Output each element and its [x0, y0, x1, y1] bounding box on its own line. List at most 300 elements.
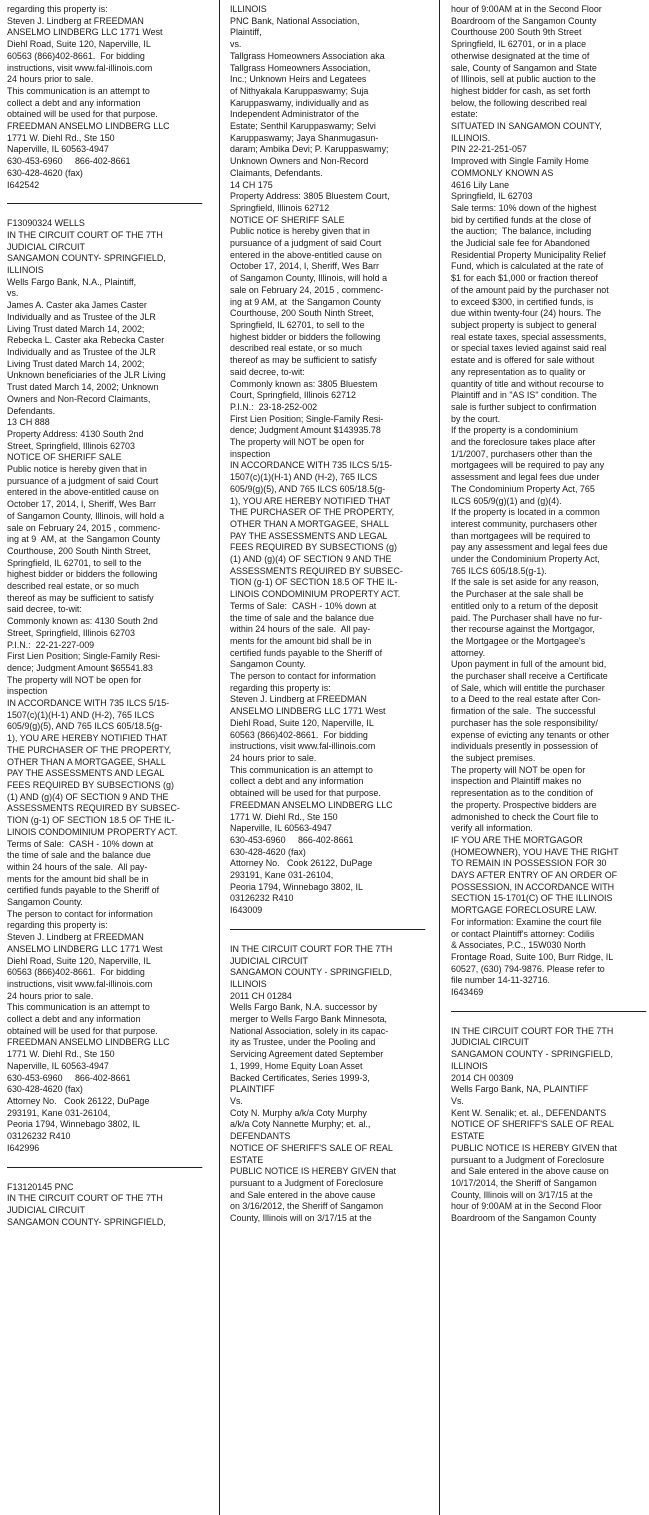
notice-line: Residential Property Municipality Relief — [451, 249, 606, 261]
notice-line: IN THE CIRCUIT COURT FOR THE 7TH — [230, 943, 393, 955]
notice-line: PAY THE ASSESSMENTS AND LEGAL — [230, 530, 388, 542]
notice-line: James A. Caster aka James Caster — [7, 300, 147, 312]
notice-line: pursuance of a judgment of said Court — [230, 238, 382, 250]
notice-line: the Mortgagee or the Mortgagee's — [451, 635, 586, 647]
notice-line: The Condominium Property Act, 765 — [451, 483, 595, 495]
notice-line: Rebecka L. Caster aka Rebecka Caster — [7, 335, 165, 347]
notice-line: the subject premises. — [451, 753, 536, 764]
notice-line: ther recourse against the Mortgagor, — [451, 624, 595, 636]
notice-line: or contact Plaintiff's attorney: Codilis — [451, 928, 595, 940]
notice-line: OTHER THAN A MORTGAGEE, SHALL — [7, 756, 166, 768]
legal-notice — [7, 4, 213, 191]
notice-line: daram; Ambika Devi; P. Karuppaswamy; — [230, 144, 389, 156]
legal-notice — [7, 218, 213, 1154]
notice-line: and the foreclosure takes place after — [451, 437, 596, 449]
notice-line: 2014 CH 00309 — [451, 1072, 514, 1084]
notice-line: ASSESSMENTS REQUIRED BY SUBSEC- — [230, 565, 403, 577]
notice-line: County, Illinois will on 3/17/15 at the — [230, 1213, 372, 1225]
notice-line: Peoria 1794, Winnebago 3802, IL — [230, 881, 363, 893]
notice-line: F13090324 WELLS — [7, 218, 85, 230]
notice-line: The person to contact for information — [230, 671, 376, 683]
notice-line: Steven J. Lindberg at FREEDMAN — [7, 15, 144, 27]
notice-line: Living Trust dated March 14, 2002; — [7, 358, 145, 370]
notice-line: ity as Trustee, under the Pooling and — [230, 1037, 376, 1049]
notice-line: Wells Fargo Bank, NA, PLAINTIFF — [451, 1084, 589, 1096]
notice-line: ESTATE — [451, 1131, 485, 1143]
notice-line: and Sale entered in the above cause — [230, 1189, 376, 1201]
notice-line: 24 hours prior to sale. — [7, 74, 94, 86]
notice-line: any representation as to quality or — [451, 366, 586, 378]
notice-line: hour of 9:00AM at in the Second Floor — [451, 1201, 602, 1213]
notice-line: Improved with Single Family Home — [451, 156, 589, 168]
notice-line: The property will NOT be open for — [451, 764, 586, 776]
notice-line: or special taxes levied against said real — [451, 343, 607, 355]
notice-line: NOTICE OF SHERIFF'S SALE OF REAL — [230, 1142, 393, 1154]
notice-line: This communication is an attempt to — [230, 764, 373, 776]
notice-line: representation as to the condition of — [451, 788, 593, 800]
notice-line: interest community, purchasers other — [451, 518, 598, 530]
notice-line: within 24 hours of the sale. All pay- — [7, 861, 148, 873]
notice-line: individuals presently in possession of — [451, 741, 598, 753]
notice-line: (1) AND (g)(4) OF SECTION 9 AND THE — [230, 554, 392, 566]
notice-line: Naperville, IL 60563-4947 — [7, 144, 109, 156]
notice-line: 1771 W. Diehl Rd., Ste 150 — [7, 1049, 115, 1061]
notice-line: of the amount paid by the purchaser not — [451, 284, 609, 296]
notice-line: 03126232 R410 — [7, 1131, 71, 1143]
notice-line: IN ACCORDANCE WITH 735 ILCS 5/15- — [7, 698, 170, 710]
notice-line: ILLINOIS — [230, 4, 267, 15]
notice-line: below, the following described real — [451, 97, 587, 109]
notice-line: The person to contact for information — [7, 908, 153, 920]
notice-line: subject property is subject to general — [451, 319, 597, 331]
notice-line: Trust dated March 14, 2002; Unknown — [7, 382, 159, 394]
notice-line: sale is further subject to confirmation — [451, 401, 597, 413]
notice-line: expense of evicting any tenants or other — [451, 729, 610, 741]
notice-line: instructions, visit www.fal-illinois.com — [7, 978, 153, 990]
notice-line: highest bidder for cash, as set forth — [451, 85, 591, 97]
notice-line: 24 hours prior to sale. — [7, 990, 94, 1002]
notice-line: Plaintiff, — [230, 27, 262, 39]
notice-line: hour of 9:00AM at in the Second Floor — [451, 4, 602, 15]
notice-line: ANSELMO LINDBERG LLC 1771 West — [230, 706, 386, 718]
legal-notice — [451, 4, 649, 999]
notice-line: the Purchaser at the sale shall be — [451, 589, 584, 601]
notice-line: Plaintiff and in "AS IS" condition. The — [451, 390, 597, 402]
legal-notice — [7, 1182, 213, 1229]
notice-line: pursuant to a Judgment of Foreclosure — [230, 1177, 384, 1189]
notice-line: ANSELMO LINDBERG LLC 1771 West — [7, 943, 163, 955]
notice-line: entered in the above-entitled cause on — [7, 487, 159, 499]
notice-line: 630-453-6960 866-402-8661 — [7, 156, 131, 168]
notice-line: due within twenty-four (24) hours. The — [451, 308, 602, 320]
notice-line: PIN 22-21-251-057 — [451, 144, 527, 156]
notice-line: F13120145 PNC — [7, 1181, 74, 1193]
notice-line: Steven J. Lindberg at FREEDMAN — [7, 932, 144, 944]
notice-line: 60563 (866)402-8661. For bidding — [7, 50, 145, 62]
notice-line: Property Address: 3805 Bluestem Court, — [230, 191, 390, 203]
notice-line: IF YOU ARE THE MORTGAGOR — [451, 834, 583, 846]
notice-line: of Nithyakala Karuppaswamy; Suja — [230, 85, 369, 97]
notice-line: estate: — [451, 109, 478, 121]
notice-line: P.I.N.: 22-21-227-009 — [7, 639, 95, 651]
notice-line: & Associates, P.C., 15W030 North — [451, 940, 586, 952]
notice-line: 293191, Kane 031-26104, — [7, 1107, 111, 1119]
notice-line: This communication is an attempt to — [7, 1002, 150, 1014]
notice-line: Individually and as Trustee of the JLR — [7, 311, 156, 323]
notice-separator — [7, 203, 202, 204]
notice-line: Inc.; Unknown Heirs and Legatees — [230, 74, 367, 86]
notice-line: bid by certified funds at the close of — [451, 214, 591, 226]
notice-line: the time of sale and the balance due — [7, 850, 151, 862]
notice-line: PLAINTIFF — [230, 1084, 275, 1096]
notice-line: instructions, visit www.fal-illinois.com — [7, 62, 153, 74]
notice-line: 2011 CH 01284 — [230, 990, 292, 1002]
notice-line: Tallgrass Homeowners Association, — [230, 62, 371, 74]
notice-line: merger to Wells Fargo Bank Minnesota, — [230, 1014, 388, 1026]
notice-line: the purchaser shall receive a Certificate — [451, 671, 608, 683]
notice-line: COMMONLY KNOWN AS — [451, 167, 554, 179]
notice-line: Property Address: 4130 South 2nd — [7, 428, 144, 440]
notice-line: dence; Judgment Amount $143935.78 — [230, 425, 381, 437]
notice-line: than mortgagees will be required to — [451, 530, 591, 542]
notice-line: FEES REQUIRED BY SUBSECTIONS (g) — [7, 780, 174, 791]
notice-line: National Association, solely in its capac- — [230, 1025, 389, 1037]
notice-line: MORTGAGE FORECLOSURE LAW. — [451, 905, 597, 917]
notice-line: PNC Bank, National Association, — [230, 15, 360, 27]
notice-line: NOTICE OF SHERIFF'S SALE OF REAL — [451, 1119, 614, 1131]
notice-line: Steven J. Lindberg at FREEDMAN — [230, 694, 367, 706]
notice-separator — [451, 1011, 646, 1012]
notice-line: October 17, 2014, I, Sheriff, Wes Barr — [7, 499, 156, 511]
notice-line: regarding this property is: — [7, 920, 108, 932]
notice-line: The property will NOT be open for — [230, 437, 365, 449]
notice-line: Vs. — [451, 1095, 464, 1107]
notice-line: SITUATED IN SANGAMON COUNTY, — [451, 121, 602, 133]
notice-line: Kent W. Senalik; et. al., DEFENDANTS — [451, 1107, 607, 1119]
notice-line: For information: Examine the court file — [451, 916, 602, 928]
notice-line: Springfield, IL 62701, to sell to the — [7, 557, 142, 569]
notice-line: (1) AND (g)(4) OF SECTION 9 AND THE — [7, 791, 169, 803]
notice-line: Diehl Road, Suite 120, Naperville, IL — [7, 39, 151, 51]
notice-line: I643009 — [230, 905, 263, 917]
notice-line: P.I.N.: 23-18-252-002 — [230, 401, 318, 413]
notice-line: 24 hours prior to sale. — [230, 753, 317, 764]
notice-line: ILLINOIS — [7, 265, 44, 277]
notice-line: If the sale is set aside for any reason, — [451, 577, 599, 589]
notice-line: Diehl Road, Suite 120, Naperville, IL — [230, 717, 374, 729]
notice-line: First Lien Position; Single-Family Resi- — [7, 651, 161, 663]
notice-line: IN ACCORDANCE WITH 735 ILCS 5/15- — [230, 460, 393, 472]
notice-line: ILLINOIS — [230, 978, 267, 990]
legal-notice — [230, 944, 436, 1225]
notice-line: mortgagees will be required to pay any — [451, 460, 605, 472]
notice-line: Living Trust dated March 14, 2002; — [7, 323, 145, 335]
notice-line: Street, Springfield, Illinois 62703 — [7, 440, 135, 452]
notice-line: IN THE CIRCUIT COURT OF THE 7TH — [7, 229, 163, 241]
column-divider — [439, 0, 440, 1515]
notice-line: obtained will be used for that purpose. — [7, 109, 158, 121]
notice-line: Sale terms: 10% down of the highest — [451, 202, 597, 214]
notice-line: ments for the amount bid shall be in — [7, 873, 149, 885]
notice-line: and Sale entered in the above cause on — [451, 1166, 609, 1178]
notice-line: ANSELMO LINDBERG LLC 1771 West — [7, 27, 163, 39]
notice-line: sale, County of Sangamon and State — [451, 62, 597, 74]
notice-line: under the Condominium Property Act, — [451, 554, 600, 566]
notice-line: (HOMEOWNER), YOU HAVE THE RIGHT — [451, 846, 619, 858]
notice-line: pay any assessment and legal fees due — [451, 542, 608, 554]
notice-line: on 3/16/2012, the Sheriff of Sangamon — [230, 1201, 384, 1213]
notice-line: ESTATE — [230, 1154, 264, 1166]
notice-line: certified funds payable to the Sheriff of — [230, 647, 383, 659]
notice-line: OTHER THAN A MORTGAGEE, SHALL — [230, 518, 389, 530]
notice-line: 1, 1999, Home Equity Loan Asset — [230, 1060, 363, 1072]
notice-line: Sangamon County. — [230, 659, 306, 671]
notice-line: Karuppaswamy; Jaya Shanmugasun- — [230, 132, 379, 144]
notice-line: IN THE CIRCUIT COURT FOR THE 7TH — [451, 1025, 614, 1037]
notice-line: inspection — [230, 448, 271, 460]
notice-line: SANGAMON COUNTY - SPRINGFIELD, — [230, 967, 392, 979]
notice-line: pursuance of a judgment of said Court — [7, 475, 159, 487]
notice-line: 1771 W. Diehl Rd., Ste 150 — [7, 132, 115, 144]
notice-line: Boardroom of the Sangamon County — [451, 15, 597, 27]
notice-line: JUDICIAL CIRCUIT — [7, 241, 86, 253]
notice-line: 60563 (866)402-8661. For bidding — [7, 967, 145, 979]
notice-line: ing at 9 AM, at the Sangamon County — [230, 296, 381, 308]
notice-line: thereof as may be sufficient to satisfy — [7, 592, 154, 604]
notice-line: collect a debt and any information — [7, 1014, 141, 1026]
notice-line: 60563 (866)402-8661. For bidding — [230, 729, 368, 741]
notice-line: Estate; Senthil Karuppaswamy; Selvi — [230, 121, 376, 133]
notice-line: said decree, to-wit: — [7, 604, 82, 616]
notice-line: PUBLIC NOTICE IS HEREBY GIVEN that — [451, 1142, 617, 1154]
notice-line: vs. — [7, 288, 19, 300]
notice-line: 630-428-4620 (fax) — [7, 167, 83, 179]
notice-separator — [230, 929, 425, 930]
notice-line: of Sangamon County, Illinois, will hold a — [7, 510, 165, 522]
notice-line: SANGAMON COUNTY- SPRINGFIELD, — [7, 1216, 166, 1228]
notice-line: Boardroom of the Sangamon County — [451, 1213, 597, 1225]
notice-line: Backed Certificates, Series 1999-3, — [230, 1072, 370, 1084]
notice-line: THE PURCHASER OF THE PROPERTY, — [230, 507, 395, 519]
column-2 — [230, 4, 436, 1225]
notice-line: 630-453-6960 866-402-8661 — [230, 834, 354, 846]
notice-line: Fund, which is calculated at the rate of — [451, 261, 604, 273]
notice-line: Courthouse, 200 South Ninth Street, — [230, 308, 374, 320]
notice-line: IN THE CIRCUIT COURT OF THE 7TH — [7, 1193, 163, 1205]
notice-line: Tallgrass Homeowners Association aka — [230, 50, 385, 62]
notice-line: within 24 hours of the sale. All pay- — [230, 624, 371, 636]
notice-line: If the property is a condominium — [451, 425, 578, 437]
notice-line: file number 14-11-32716. — [451, 975, 551, 987]
notice-line: 605/9(g)(5), AND 765 ILCS 605/18.5(g- — [230, 483, 386, 495]
notice-line: firmation of the sale. The successful — [451, 706, 596, 718]
notice-separator — [7, 1167, 202, 1168]
notice-line: 765 ILCS 605/18.5(g-1). — [451, 565, 547, 577]
notice-line: collect a debt and any information — [7, 97, 141, 109]
notice-line: TION (g-1) OF SECTION 18.5 OF THE IL- — [230, 577, 398, 589]
notice-line: highest bidder or bidders the following — [7, 569, 158, 581]
notice-line: real estate taxes, special assessments, — [451, 331, 607, 343]
notice-line: Vs. — [230, 1095, 243, 1107]
notice-line: the Judicial sale fee for Abandoned — [451, 238, 590, 250]
notice-line: 1/1/2007, purchasers other than the — [451, 448, 593, 460]
notice-line: Servicing Agreement dated September — [230, 1049, 384, 1061]
notice-line: Frontage Road, Suite 100, Burr Ridge, IL — [451, 951, 614, 963]
notice-line: 1771 W. Diehl Rd., Ste 150 — [230, 811, 338, 823]
notice-line: Unknown Owners and Non-Record — [230, 156, 369, 168]
notice-line: inspection — [7, 686, 48, 698]
notice-line: Street, Springfield, Illinois 62703 — [7, 627, 135, 639]
notice-line: dence; Judgment Amount $65541.83 — [7, 662, 153, 674]
notice-line: instructions, visit www.fal-illinois.com — [230, 741, 376, 753]
legal-notice — [230, 4, 436, 917]
notice-line: Springfield, IL 62701, to sell to the — [230, 319, 365, 331]
notice-line: ILLINOIS. — [451, 132, 491, 144]
notice-line: 293191, Kane 031-26104, — [230, 870, 334, 882]
notice-line: to exceed $300, in certified funds, is — [451, 296, 594, 308]
notice-line: October 17, 2014, I, Sheriff, Wes Barr — [230, 261, 379, 273]
notice-line: ASSESSMENTS REQUIRED BY SUBSEC- — [7, 803, 180, 815]
notice-line: TO REMAIN IN POSSESSION FOR 30 — [451, 858, 607, 870]
notice-line: 13 CH 888 — [7, 417, 50, 429]
notice-line: Karuppaswamy, individually and as — [230, 97, 369, 109]
notice-line: Terms of Sale: CASH - 10% down at — [230, 600, 377, 612]
notice-line: Individually and as Trustee of the JLR — [7, 346, 156, 358]
notice-line: sale on February 24, 2015 , commenc- — [7, 522, 161, 534]
notice-line: otherwise designated at the time of — [451, 50, 590, 62]
notice-line: 605/9(g)(5), AND 765 ILCS 605/18.5(g- — [7, 721, 163, 733]
column-3 — [451, 4, 649, 1225]
notice-line: Terms of Sale: CASH - 10% down at — [7, 838, 154, 850]
column-divider — [219, 0, 220, 1515]
column-1 — [7, 4, 213, 1228]
notice-line: estate and is offered for sale without — [451, 355, 595, 367]
notice-line: Springfield, Illinois 62712 — [230, 202, 330, 214]
notice-line: thereof as may be sufficient to satisfy — [230, 355, 377, 367]
notice-line: Unknown beneficiaries of the JLR Living — [7, 370, 166, 382]
notice-line: admonished to check the Court file to — [451, 811, 599, 823]
notice-line: Wells Fargo Bank, N.A. successor by — [230, 1002, 378, 1014]
notice-line: by the court. — [451, 413, 501, 425]
notice-line: JUDICIAL CIRCUIT — [7, 1204, 86, 1216]
notice-line: regarding this property is: — [7, 4, 108, 15]
notice-line: Naperville, IL 60563-4947 — [230, 823, 332, 835]
notice-line: This communication is an attempt to — [7, 85, 150, 97]
notice-line: Wells Fargo Bank, N.A., Plaintiff, — [7, 276, 137, 288]
notice-line: Public notice is hereby given that in — [230, 226, 370, 238]
notice-line: regarding this property is: — [230, 682, 331, 694]
notice-line: Sangamon County. — [7, 897, 83, 909]
notice-line: POSSESSION, IN ACCORDANCE WITH — [451, 881, 615, 893]
notice-line: $1 for each $1,000 or fraction thereof — [451, 273, 598, 285]
notice-line: JUDICIAL CIRCUIT — [451, 1037, 530, 1049]
notice-line: attorney. — [451, 647, 486, 659]
notice-line: described real estate, or so much — [230, 343, 362, 355]
notice-line: 03126232 R410 — [230, 893, 294, 905]
notice-line: obtained will be used for that purpose. — [7, 1025, 158, 1037]
notice-line: Independent Administrator of the — [230, 109, 359, 121]
notice-line: the property. Prospective bidders are — [451, 799, 597, 811]
notice-line: 1), YOU ARE HEREBY NOTIFIED THAT — [7, 733, 168, 745]
notice-line: the auction; The balance, including — [451, 226, 592, 238]
notice-line: Attorney No. Cook 26122, DuPage — [230, 858, 373, 870]
notice-line: of Sale, which will entitle the purchaser — [451, 682, 605, 694]
notice-line: Courthouse 200 South 9th Street — [451, 27, 582, 39]
notice-line: PAY THE ASSESSMENTS AND LEGAL — [7, 768, 165, 780]
notice-line: said decree, to-wit: — [230, 366, 305, 378]
notice-line: LINOIS CONDOMINIUM PROPERTY ACT. — [230, 589, 401, 601]
notice-line: the time of sale and the balance due — [230, 612, 374, 624]
notice-line: Springfield, IL 62701, or in a place — [451, 39, 587, 51]
notice-line: FREEDMAN ANSELMO LINDBERG LLC — [7, 121, 170, 133]
notice-line: I643469 — [451, 987, 484, 999]
notice-line: Public notice is hereby given that in — [7, 464, 147, 476]
notice-line: 630-428-4620 (fax) — [230, 846, 306, 858]
notice-line: collect a debt and any information — [230, 776, 364, 788]
notice-line: 4616 Lily Lane — [451, 179, 510, 191]
notice-line: PUBLIC NOTICE IS HEREBY GIVEN that — [230, 1166, 396, 1178]
notice-line: Diehl Road, Suite 120, Naperville, IL — [7, 955, 151, 967]
notice-line: Naperville, IL 60563-4947 — [7, 1060, 109, 1072]
notice-line: described real estate, or so much — [7, 581, 139, 593]
notice-line: NOTICE OF SHERIFF SALE — [7, 452, 122, 464]
notice-line: Owners and Non-Record Claimants, — [7, 393, 151, 405]
notice-line: verify all information. — [451, 823, 533, 835]
notice-line: If the property is located in a common — [451, 507, 600, 519]
notice-line: I642996 — [7, 1142, 40, 1154]
notice-line: 1507(c)(1)(H-1) AND (H-2), 765 ILCS — [230, 472, 378, 484]
notice-line: 60527, (630) 794-9876. Please refer to — [451, 963, 605, 975]
notice-line: Coty N. Murphy a/k/a Coty Murphy — [230, 1107, 367, 1119]
notice-line: NOTICE OF SHERIFF SALE — [230, 214, 345, 226]
notice-line: Commonly known as: 4130 South 2nd — [7, 616, 158, 628]
notice-line: a/k/a Coty Nannette Murphy; et. al., — [230, 1119, 371, 1131]
notice-line: of Illinois, sell at public auction to the — [451, 74, 596, 86]
notice-line: I642542 — [7, 179, 40, 191]
notice-line: purchaser has the sole responsibility/ — [451, 717, 598, 729]
notice-line: TION (g-1) OF SECTION 18.5 OF THE IL- — [7, 815, 175, 827]
notice-line: SECTION 15-1701(C) OF THE ILLINOIS — [451, 893, 613, 905]
notice-line: assessment and legal fees due under — [451, 472, 600, 484]
notice-line: inspection and Plaintiff makes no — [451, 776, 582, 788]
notice-line: 1507(c)(1)(H-1) AND (H-2), 765 ILCS — [7, 709, 155, 721]
notice-line: The property will NOT be open for — [7, 674, 142, 686]
notice-line: 14 CH 175 — [230, 179, 273, 191]
notice-line: Claimants, Defendants. — [230, 167, 323, 179]
legal-notice — [451, 1026, 649, 1225]
notice-line: highest bidder or bidders the following — [230, 331, 381, 343]
notice-line: FREEDMAN ANSELMO LINDBERG LLC — [230, 799, 393, 811]
notice-line: certified funds payable to the Sheriff of — [7, 885, 160, 897]
notice-line: FEES REQUIRED BY SUBSECTIONS (g) — [230, 542, 397, 554]
notice-line: entered in the above-entitled cause on — [230, 249, 382, 261]
notice-line: First Lien Position; Single-Family Resi- — [230, 413, 384, 425]
notice-line: ILLINOIS — [451, 1060, 488, 1072]
notice-line: Courthouse, 200 South Ninth Street, — [7, 545, 151, 557]
notice-line: Attorney No. Cook 26122, DuPage — [7, 1095, 150, 1107]
notice-line: vs. — [230, 39, 242, 51]
notice-line: paid. The Purchaser shall have no fur- — [451, 612, 603, 624]
notice-line: obtained will be used for that purpose. — [230, 788, 381, 800]
notice-line: ILCS 605/9(g)(1) and (g)(4). — [451, 495, 562, 507]
notice-line: Upon payment in full of the amount bid, — [451, 659, 607, 671]
notice-line: ments for the amount bid shall be in — [230, 635, 372, 647]
notice-line: 10/17/2014, the Sheriff of Sangamon — [451, 1177, 597, 1189]
notice-line: LINOIS CONDOMINIUM PROPERTY ACT. — [7, 826, 178, 838]
notice-line: quantity of title and without recourse to — [451, 378, 604, 390]
notice-line: County, Illinois will on 3/17/15 at the — [451, 1189, 593, 1201]
notice-line: entitled only to a return of the deposit — [451, 600, 598, 612]
